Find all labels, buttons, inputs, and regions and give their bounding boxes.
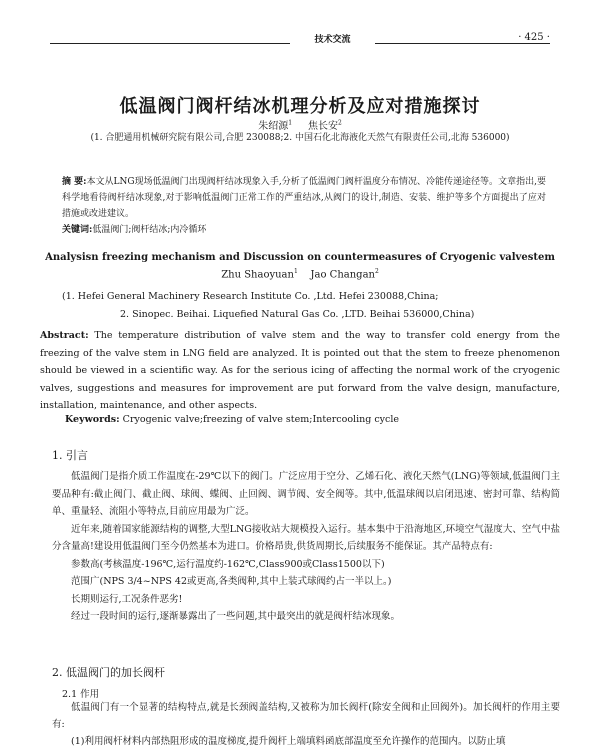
author1-en-sup: 1 (293, 268, 298, 275)
author2-en: Jao Changan (310, 269, 375, 281)
header-rule-right (375, 43, 550, 44)
author2-en-sup: 2 (374, 268, 379, 275)
section2-paragraph: 低温阀门有一个显著的结构特点,就是长颈阀盖结构,又被称为加长阀杆(除安全阀和止回阀外)。加长阀杆的作用主要有: (52, 702, 560, 730)
keywords-en-label: Keywords: (65, 414, 120, 425)
section2-paragraph: (1)利用阀杆材料内部热阻形成的温度梯度,提升阀杆上端填料函底部温度至允许操作的范围内。以防止填 (71, 736, 506, 747)
keywords-en-text: Cryogenic valve;freezing of valve stem;Intercooling cycle (122, 414, 400, 425)
page-number: · 425 · (512, 32, 550, 43)
abstract-en (40, 327, 560, 415)
keywords-cn-text: 低温阀门;阀杆结冰;内冷循环 (92, 225, 207, 235)
abstract-cn-text: 本文从LNG现场低温阀门出现阀杆结冰现象入手,分析了低温阀门阀杆温度分布情况、冷能传递途径等。文章指出,要科学地看待阀杆结冰现象,对于影响低温阀门正常工作的严重结冰,从阀门的设计,制造、安装、维护等多个方面提出了应对措施或改进建议。 (62, 177, 546, 219)
abstract-cn (62, 174, 546, 222)
paper-title-en: Analysisn freezing mechanism and Discussion on countermeasures of Cryogenic valvestem (45, 252, 555, 263)
author2-cn-sup: 2 (337, 119, 342, 127)
page-header (50, 32, 550, 48)
section1-paragraph: 近年来,随着国家能源结构的调整,大型LNG接收站大规模投入运行。基本集中于沿海地区,环境空气湿度大、空气中盐分含量高!建设用低温阀门至今仍然基本为进口。价格昂贵,供货周期长,后续服务不能保证。其产品特点有: (52, 523, 560, 552)
abstract-cn-label: 摘 要: (62, 177, 87, 187)
section1-list-item: 长期则运行,工况条件恶劣! (71, 593, 183, 605)
section1-list-item: 范围广(NPS 3/4~NPS 42或更高,各类阀种,其中上装式球阀约占一半以上。) (71, 576, 392, 587)
affiliation-en-line2: 2. Sinopec. Beihai. Liquefied Natural Gas Co. ,LTD. Beihai 536000,China) (120, 309, 475, 320)
section1-list-item: 参数高(考核温度-196℃,运行温度约-162℃,Class900或Class1500以下) (71, 558, 385, 570)
section1-paragraph: 低温阀门是指介质工作温度在-29℃以下的阀门。广泛应用于空分、乙烯石化、液化天然气(LNG)等领域,低温阀门主要品种有:截止阀门、截止阀、球阀、蝶阀、止回阀、调节阀、安全阀等。其中,低温球阀以启闭迅速、密封可靠、结构简单、重量轻、流阻小等特点,目前应用最为广泛。 (52, 471, 560, 517)
section2-body (52, 699, 560, 750)
section1-paragraph: 经过一段时间的运行,逐渐暴露出了一些问题,其中最突出的就是阀杆结冰现象。 (71, 611, 401, 622)
section2-heading: 2. 低温阀门的加长阀杆 (52, 666, 165, 679)
paper-title-cn: 低温阀门阀杆结冰机理分析及应对措施探讨 (119, 96, 481, 117)
affiliation-en (62, 288, 542, 324)
affiliation-en-line1: (1. Hefei General Machinery Research Institute Co. ,Ltd. Hefei 230088,China; (62, 291, 439, 302)
author1-cn-sup: 1 (288, 119, 293, 127)
abstract-en-label: Abstract: (40, 330, 89, 341)
abstract-en-text: The temperature distribution of valve stem and the way to transfer cold energy from the freezing of the valve stem in LNG field are analyzed. It is pointed out that the stem to freeze phenomenon should be viewed in a scientific way. As for the serious icing of affecting the normal work of the cryogenic valves, suggestions and measures for improvement are put forward from the valve design, manufacture, installation, maintenance, and other aspects. (40, 330, 560, 411)
keywords-en (65, 414, 545, 425)
keywords-cn (62, 222, 546, 235)
keywords-cn-label: 关键词: (62, 225, 93, 235)
header-rule-left (50, 43, 290, 44)
authors-en (0, 268, 600, 280)
author1-cn: 朱绍源 (258, 121, 289, 132)
section1-heading: 1. 引言 (52, 449, 88, 462)
subsection-2-1-heading: 2.1 作用 (62, 689, 100, 700)
author2-cn: 焦长安 (307, 121, 338, 132)
column-title: 技术交流 (314, 35, 351, 45)
author1-en: Zhu Shaoyuan (221, 269, 294, 281)
affiliation-cn: (1. 合肥通用机械研究院有限公司,合肥 230088;2. 中国石化北海液化天然气有限责任公司,北海 536000) (90, 133, 510, 143)
section1-body (52, 468, 560, 626)
